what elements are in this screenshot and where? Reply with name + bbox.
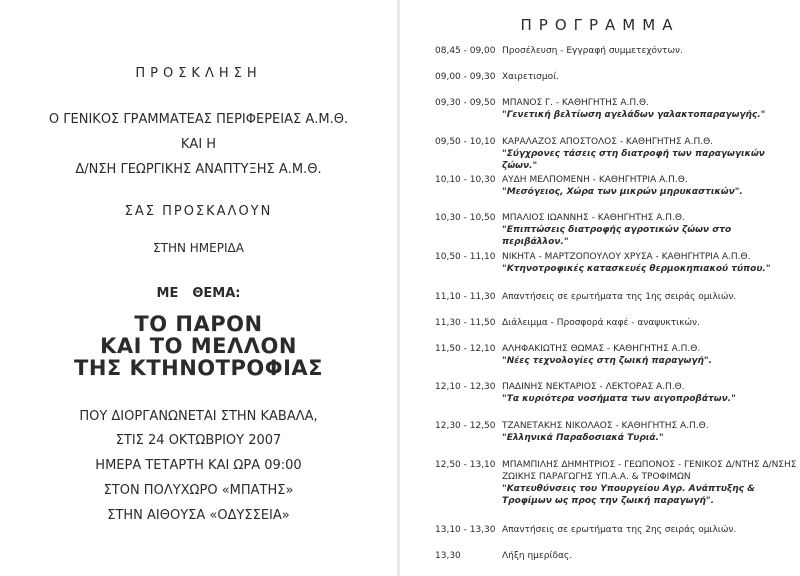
venue-hall: ΣΤΗΝ ΑΙΘΟΥΣΑ «ΟΔΥΣΣΕΙΑ» [107, 508, 290, 523]
row-time: 09,30 - 09,50 [435, 98, 496, 108]
row-speaker: ΑΥΔΗ ΜΕΛΠΟΜΕΝΗ - ΚΑΘΗΓΗΤΡΙΑ Α.Π.Θ. [502, 175, 688, 185]
row-topic: "Τα κυριότερα νοσήματα των αιγοπροβάτων." [502, 394, 736, 404]
event-date: ΣΤΙΣ 24 ΟΚΤΩΒΡΙΟΥ 2007 [115, 433, 282, 448]
row-speaker: Απαντήσεις σε ερωτήματα της 1ης σειράς ομιλιών. [502, 292, 737, 302]
row-time: 10,50 - 11,10 [435, 252, 496, 262]
row-topic: "Επιπτώσεις διατροφής αγροτικών ζώων στο περιβάλλον." [502, 225, 732, 247]
row-time: 12,10 - 12,30 [435, 382, 496, 392]
host-line-2: ΚΑΙ Η [180, 137, 217, 152]
topic-line-1: ΤΟ ΠΑΡΟΝ [134, 312, 263, 336]
row-speaker: ΜΠΑΛΙΟΣ ΙΩΑΝΝΗΣ - ΚΑΘΗΓΗΤΗΣ Α.Π.Θ. [502, 213, 685, 223]
venue-building: ΣΤΟΝ ΠΟΛΥΧΩΡΟ «ΜΠΑΤΗΣ» [103, 483, 294, 498]
row-time: 11,10 - 11,30 [435, 292, 496, 302]
row-topic: "Ελληνικά Παραδοσιακά Τυριά." [502, 433, 664, 443]
row-speaker: Προσέλευση - Εγγραφή συμμετεχόντων. [502, 46, 683, 56]
row-speaker: ΑΛΗΦΑΚΙΩΤΗΣ ΘΩΜΑΣ - ΚΑΘΗΓΗΤΗΣ Α.Π.Θ. [502, 344, 701, 354]
row-speaker: Απαντήσεις σε ερωτήματα της 2ης σειράς ομιλιών. [502, 525, 737, 535]
row-speaker: ΜΠΑΝΟΣ Γ. - ΚΑΘΗΓΗΤΗΣ Α.Π.Θ. [502, 98, 649, 108]
topic-line-2: ΚΑΙ ΤΟ ΜΕΛΛΟΝ [100, 334, 297, 358]
invitation-title: ΠΡΟΣΚΛΗΣΗ [135, 66, 262, 81]
row-time: 10,10 - 10,30 [435, 175, 496, 185]
row-time: 09,00 - 09,30 [435, 72, 496, 82]
invitation-panel [0, 0, 397, 576]
row-topic: "Νέες τεχνολογίες στη ζωική παραγωγή". [502, 356, 712, 366]
host-line-3: Δ/ΝΣΗ ΓΕΩΡΓΙΚΗΣ ΑΝΑΠΤΥΞΗΣ Α.Μ.Θ. [75, 162, 322, 177]
row-speaker: ΝΙΚΗΤΑ - ΜΑΡΤΖΟΠΟΥΛΟΥ ΧΡΥΣΑ - ΚΑΘΗΓΗΤΡΙΑ Α.Π.Θ. [502, 252, 751, 262]
venue-city: ΠΟΥ ΔΙΟΡΓΑΝΩΝΕΤΑΙ ΣΤΗΝ ΚΑΒΑΛΑ, [79, 409, 318, 424]
row-time: 11,30 - 11,50 [435, 318, 496, 328]
row-topic: "Κτηνοτροφικές κατασκευές θερμοκηπιακού τύπου." [502, 264, 771, 274]
row-speaker: ΜΠΑΜΠΙΛΗΣ ΔΗΜΗΤΡΙΟΣ - ΓΕΩΠΟΝΟΣ - ΓΕΝΙΚΟΣ Δ/ΝΤΗΣ Δ/ΝΣΗΣ ΖΩΙΚΗΣ ΠΑΡΑΓΩΓΗΣ ΥΠ.Α.Α. & ΤΡΟΦΙΜΩΝ [502, 460, 797, 482]
row-topic: "Μεσόγειος, Χώρα των μικρών μηρυκαστικών". [502, 187, 743, 197]
row-time: 12,30 - 12,50 [435, 421, 496, 431]
invite-verb: ΣΑΣ ΠΡΟΣΚΑΛΟΥΝ [124, 204, 273, 219]
programme-title: ΠΡΟΓΡΑΜΜΑ [520, 16, 680, 34]
row-topic: "Γενετική βελτίωση αγελάδων γαλακτοπαραγωγής." [502, 110, 766, 120]
theme-word-2: ΘΕΜΑ: [192, 286, 241, 301]
row-speaker: ΠΑΔΙΝΗΣ ΝΕΚΤΑΡΙΟΣ - ΛΕΚΤΟΡΑΣ Α.Π.Θ. [502, 382, 685, 392]
row-time: 11,50 - 12,10 [435, 344, 496, 354]
row-speaker: Χαιρετισμοί. [502, 72, 560, 82]
programme-panel [400, 0, 800, 576]
event-day-time: ΗΜΕΡΑ ΤΕΤΑΡΤΗ ΚΑΙ ΩΡΑ 09:00 [95, 458, 302, 473]
theme-word-1: ΜΕ [156, 286, 179, 301]
theme-label [0, 286, 397, 301]
row-time: 09,50 - 10,10 [435, 137, 496, 147]
row-time: 08,45 - 09,00 [435, 46, 496, 56]
row-time: 13,10 - 13,30 [435, 525, 496, 535]
row-time: 13,30 [435, 551, 461, 561]
row-speaker: Λήξη ημερίδας. [502, 551, 573, 561]
row-speaker: Διάλειμμα - Προσφορά καφέ - αναψυκτικών. [502, 318, 700, 328]
row-topic: "Κατευθύνσεις του Υπουργείου Αγρ. Ανάπτυξης & Τροφίμων ως προς την ζωική παραγωγή". [502, 484, 755, 506]
row-time: 10,30 - 10,50 [435, 213, 496, 223]
host-line-1: Ο ΓΕΝΙΚΟΣ ΓΡΑΜΜΑΤΕΑΣ ΠΕΡΙΦΕΡΕΙΑΣ Α.Μ.Θ. [48, 112, 349, 127]
row-speaker: ΚΑΡΑΛΑΖΟΣ ΑΠΟΣΤΟΛΟΣ - ΚΑΘΗΓΗΤΗΣ Α.Π.Θ. [502, 137, 714, 147]
row-speaker: ΤΖΑΝΕΤΑΚΗΣ ΝΙΚΟΛΑΟΣ - ΚΑΘΗΓΗΤΗΣ Α.Π.Θ. [502, 421, 709, 431]
row-time: 12,50 - 13,10 [435, 460, 496, 470]
topic-line-3: ΤΗΣ ΚΤΗΝΟΤΡΟΦΙΑΣ [74, 356, 323, 380]
row-topic: "Σύγχρονες τάσεις στη διατροφή των παραγωγικών ζώων." [502, 149, 765, 171]
event-type: ΣΤΗΝ ΗΜΕΡΙΔΑ [153, 241, 244, 255]
